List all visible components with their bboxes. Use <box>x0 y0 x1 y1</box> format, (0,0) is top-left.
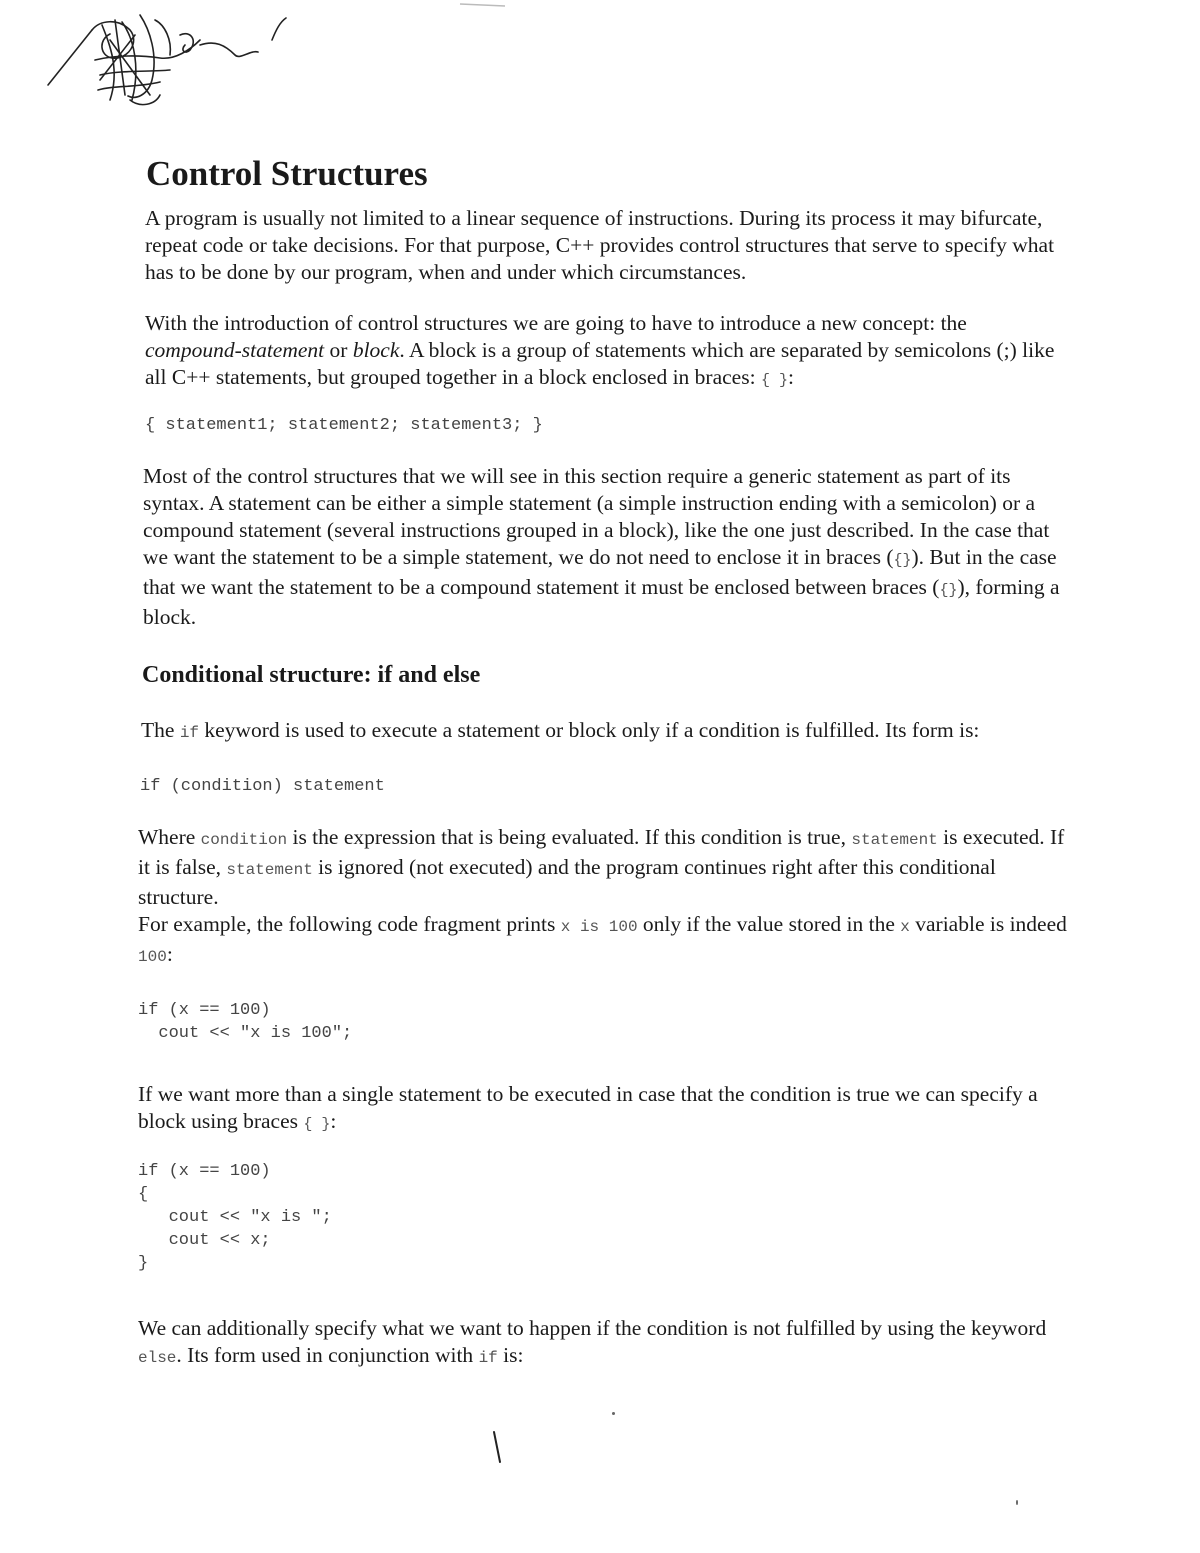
page-number <box>0 0 1 1</box>
inline-code-condition: condition <box>200 831 288 849</box>
text-span: keyword is used to execute a statement or block only if a condition is fulfilled. Its form is: <box>199 718 980 742</box>
text-span: The <box>141 718 180 742</box>
text-span: variable is indeed <box>909 912 1067 936</box>
text-span: ), forming a block. <box>143 575 1060 629</box>
scan-speck <box>612 1412 615 1415</box>
text-span: ). But in the case that we want the statement to be a compound statement it must be enclosed between braces ( <box>143 545 1057 599</box>
text-span: only if the value stored in the <box>637 912 901 936</box>
text-span: is executed. If it is false, <box>138 825 1065 879</box>
text-span: is ignored (not executed) and the program continues right after this conditional structure. <box>138 855 996 909</box>
paragraph-statement-types <box>143 463 1068 631</box>
text-span: For example, the following code fragment prints <box>138 912 561 936</box>
inline-code-if: if <box>478 1349 498 1367</box>
text-span: is the expression that is being evaluated. If this condition is true, <box>287 825 852 849</box>
scan-mark <box>455 0 515 12</box>
text-span: Where <box>138 825 201 849</box>
paragraph-if-keyword <box>141 717 1068 747</box>
text-span: : <box>166 942 173 966</box>
paragraph-block-braces <box>138 1081 1068 1138</box>
text-span: . A block is a group of statements which are separated by semicolons (;) like all C++ statements, but grouped together in a block enclosed in braces: <box>145 338 1055 389</box>
paragraph-intro-text: A program is usually not limited to a linear sequence of instructions. During its process it may bifurcate, repeat code or take decisions. For that purpose, C++ provides control structures that serve to specify what has to be done by our program, when and under which circumstances. <box>145 206 1055 284</box>
handwritten-signature <box>40 0 290 115</box>
page-title: Control Structures <box>146 154 428 193</box>
paragraph-example-intro <box>138 911 1068 971</box>
text-span: or <box>324 338 353 362</box>
code-example-block: { statement1; statement2; statement3; } <box>145 416 543 435</box>
paragraph-else-keyword <box>138 1315 1068 1372</box>
text-span: We can additionally specify what we want to happen if the condition is not fulfilled by using the keyword <box>138 1316 1047 1340</box>
inline-braces: {} <box>939 582 958 599</box>
text-span: If we want more than a single statement to be executed in case that the condition is true we can specify a block using braces <box>138 1082 1038 1133</box>
text-span: : <box>330 1109 337 1133</box>
code-if-block-example: if (x == 100) { cout << "x is "; cout << x; } <box>138 1162 332 1273</box>
code-if-example: if (x == 100) cout << "x is 100"; <box>138 1001 353 1043</box>
inline-braces: { } <box>760 372 788 389</box>
code-if-syntax: if (condition) statement <box>140 777 385 796</box>
text-span: is: <box>497 1343 524 1367</box>
inline-braces: {} <box>893 552 912 569</box>
inline-braces: { } <box>303 1116 331 1133</box>
inline-code-statement: statement <box>226 861 313 879</box>
scan-speck <box>1016 1500 1018 1505</box>
emphasis-compound-statement: compound-statement <box>145 338 325 362</box>
document-content <box>138 150 1068 1372</box>
inline-code-if: if <box>179 724 200 742</box>
section-heading-if-else: Conditional structure: if and else <box>142 662 481 688</box>
text-span: Most of the control structures that we will see in this section require a generic statement as part of its syntax. A statement can be either a simple statement (a simple instruction ending with a semicolon) or a compound statement (several instructions grouped in a block), like the one just described. In the case that we want the statement to be a simple statement, we do not need to enclose it in braces ( <box>143 464 1050 569</box>
paragraph-condition-explanation <box>138 824 1068 911</box>
inline-code-statement: statement <box>851 831 938 849</box>
inline-code-else: else <box>138 1349 177 1367</box>
paragraph-compound-statement <box>145 310 1068 394</box>
text-span: . Its form used in conjunction with <box>176 1343 479 1367</box>
text-span: With the introduction of control structures we are going to have to introduce a new concept: the <box>145 311 967 335</box>
inline-code-value: 100 <box>138 948 167 966</box>
emphasis-block: block <box>352 338 400 362</box>
inline-code-variable: x <box>900 918 910 936</box>
paragraph-intro <box>145 205 1068 286</box>
text-span: : <box>787 365 794 389</box>
page-number-mark <box>488 1428 508 1468</box>
inline-code-output: x is 100 <box>560 918 638 936</box>
